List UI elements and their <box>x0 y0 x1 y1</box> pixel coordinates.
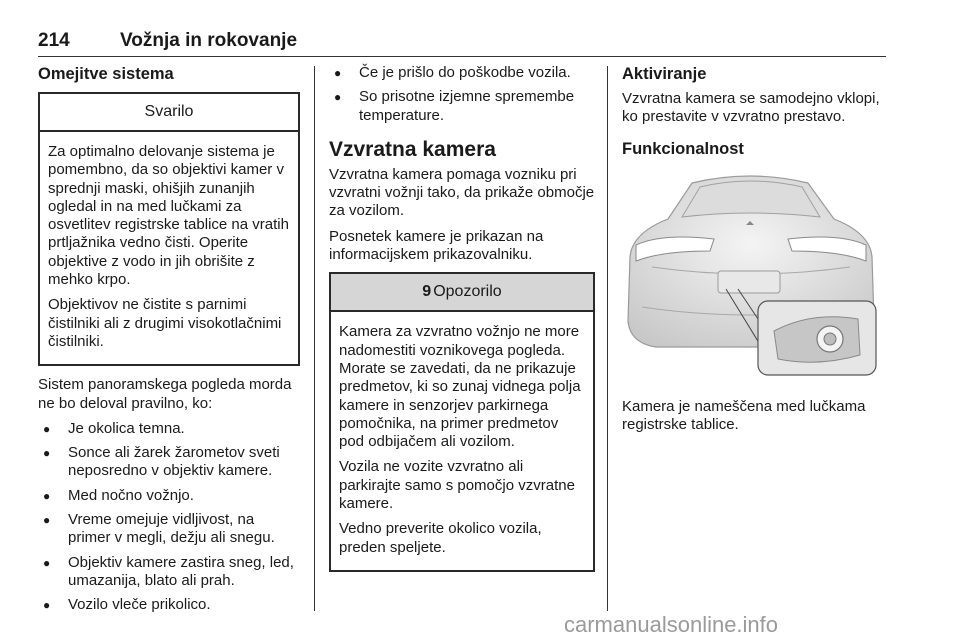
watermark: carmanualsonline.info <box>564 612 779 637</box>
list-item: ● Je okolica temna. <box>38 420 300 438</box>
list-item: ● Sonce ali žarek žarometov sveti neposredno v objektiv kamere. <box>38 444 300 481</box>
caution-text: Objektivov ne čistite s parnimi čistilniki ali z drugimi visokotlačnimi čistilniki. <box>48 296 282 350</box>
caution-box <box>38 92 300 366</box>
warning-text: Kamera za vzvratno vožnjo ne more nadomestiti voznikovega pogleda. Morate se zavedati, da ne prikazuje predmetov, ki so zunaj vidnega polja kamere in senzorjev parkirnega pomočnika, na primer predmetov pod odbijačem ali vozilom. <box>339 323 581 451</box>
condition-list-continued <box>329 64 595 125</box>
body-text: Posnetek kamere je prikazan na informacijskem prikazovalniku. <box>329 227 544 264</box>
page-number: 214 <box>38 30 70 51</box>
list-item: ● Vreme omejuje vidljivost, na primer v megli, dežju ali snegu. <box>38 511 300 548</box>
warning-box <box>329 272 595 572</box>
page-header <box>38 28 886 57</box>
list-item: ● Vozilo vleče prikolico. <box>38 596 300 614</box>
warning-title: Opozorilo <box>433 283 502 301</box>
section-heading-funkcionalnost: Funkcionalnost <box>622 139 744 158</box>
figure-caption: Kamera je nameščena med lučkama registrske tablice. <box>622 397 866 434</box>
list-item: ● Med nočno vožnjo. <box>38 487 300 505</box>
warning-header <box>331 274 593 312</box>
body-text: Vzvratna kamera se samodejno vklopi, ko prestavite v vzvratno prestavo. <box>622 90 880 126</box>
column-divider <box>314 66 315 611</box>
list-item: ● So prisotne izjemne spremembe temperature. <box>329 88 595 125</box>
list-item: ● Če je prišlo do poškodbe vozila. <box>329 64 595 82</box>
column-divider <box>607 66 608 611</box>
warning-text: Vozila ne vozite vzvratno ali parkirajte samo s pomočjo vzvratne kamere. <box>339 458 575 513</box>
caution-title: Svarilo <box>40 94 298 132</box>
condition-list <box>38 420 300 615</box>
section-heading-omejitve: Omejitve sistema <box>38 65 174 83</box>
rear-camera-illustration <box>622 171 878 379</box>
column-3 <box>622 64 888 441</box>
warning-text: Vedno preverite okolico vozila, preden speljete. <box>339 520 542 556</box>
body-text: Vzvratna kamera pomaga vozniku pri vzvratni vožnji tako, da prikaže območje za vozilom. <box>329 165 595 220</box>
caution-text: Za optimalno delovanje sistema je pomembno, da so objektivi kamer v sprednji maski, ohišjih zunanjih ogledal in na med lučkami za osvetlitev registrske tablice na vratih prtljažnika vedno čisti. Operite objektive z vodo in jih obrišite z mehko krpo. <box>48 143 289 289</box>
list-item: ● Objektiv kamere zastira sneg, led, umazanija, blato ali prah. <box>38 554 300 591</box>
column-1 <box>38 64 300 621</box>
section-heading-aktiviranje: Aktiviranje <box>622 65 707 83</box>
column-2 <box>329 64 595 572</box>
warning-icon: 9 <box>422 283 432 301</box>
section-heading-vzvratna-kamera: Vzvratna kamera <box>329 137 496 161</box>
running-title: Vožnja in rokovanje <box>120 30 298 51</box>
intro-text: Sistem panoramskega pogleda morda ne bo deloval pravilno, ko: <box>38 376 292 412</box>
